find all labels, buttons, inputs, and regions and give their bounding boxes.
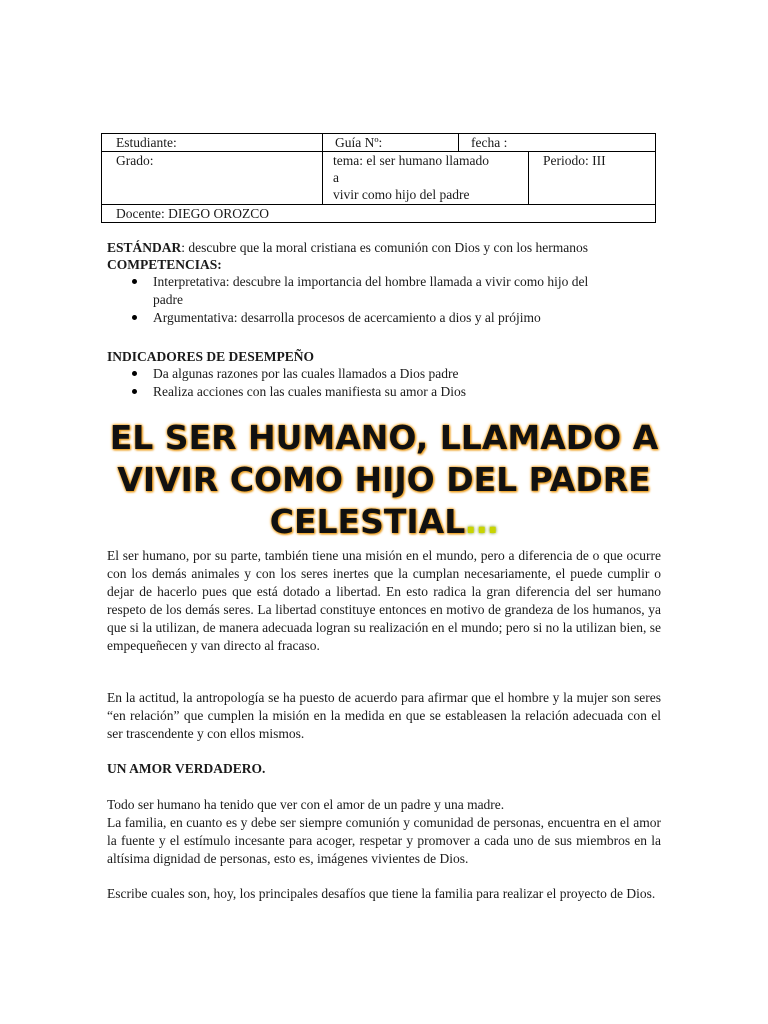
tema-cell (323, 152, 529, 205)
header-table (101, 133, 656, 223)
list-item: Realiza acciones con las cuales manifiesta su amor a Dios (107, 383, 667, 401)
paragraph-libertad: El ser humano, por su parte, también tiene una misión en el mundo, pero a diferencia de o que ocurre con los demás animales y con los seres inertes que la cumplan necesariamente, el puede cumplir o dejar de hacerlo pues que está dotado a libertad. En esto radica la gran diferencia del ser humano respeto de los demás seres. La libertad constituye entonces en motivo de grandeza de los humanos, ya que si la utilizan, de manera adecuada logran su realización en el mundo; pero si no la utilizan bien, se empequeñecen y van directo al fracaso. (107, 548, 661, 653)
tema-line-3: vivir como hijo del padre (333, 187, 470, 202)
indicadores-list (107, 365, 667, 401)
paragraph-antropologia: En la actitud, la antropología se ha puesto de acuerdo para afirmar que el hombre y la mujer son seres “en relación” que cumplen la misión en la medida en que se estableasen la relación adecuada con el ser trascendente y con ellos mismos. (107, 690, 661, 741)
estandar-section (107, 239, 667, 327)
list-item: Argumentativa: desarrolla procesos de acercamiento a dios y al prójimo (107, 309, 627, 327)
periodo-cell: Periodo: III (529, 152, 656, 205)
guia-cell: Guía Nº: (323, 134, 459, 152)
docente-cell: Docente: DIEGO OROZCO (102, 205, 656, 223)
estudiante-cell: Estudiante: (102, 134, 323, 152)
estandar-line (107, 239, 667, 256)
paragraph-familia-line-1: Todo ser humano ha tenido que ver con el amor de un padre y una madre. (107, 797, 505, 812)
grado-cell: Grado: (102, 152, 323, 205)
tema-line-1: tema: el ser humano llamado (333, 153, 489, 168)
tema-line-2: a (333, 170, 339, 185)
competencias-heading: COMPETENCIAS: (107, 257, 222, 272)
list-item: Interpretativa: descubre la importancia del hombre llamada a vivir como hijo del padre (107, 273, 627, 309)
main-title (84, 417, 684, 543)
title-line-3-text: CELESTIAL (269, 502, 466, 541)
title-line-3 (84, 501, 684, 543)
fecha-cell: fecha : (459, 134, 656, 152)
indicadores-heading: INDICADORES DE DESEMPEÑO (107, 349, 315, 364)
title-dots: … (465, 502, 499, 541)
estandar-text: : descubre que la moral cristiana es comunión con Dios y con los hermanos (181, 240, 589, 255)
paragraph-familia (107, 796, 661, 868)
amor-verdadero-heading: UN AMOR VERDADERO. (107, 761, 266, 776)
paragraph-desafios: Escribe cuales son, hoy, los principales desafíos que tiene la familia para realizar el proyecto de Dios. (107, 886, 656, 901)
title-line-2: VIVIR COMO HIJO DEL PADRE (117, 460, 651, 499)
paragraph-familia-body: La familia, en cuanto es y debe ser siempre comunión y comunidad de personas, encuentra en el amor la fuente y el estímulo incesante para acoger, respetar y promover a cada uno de sus miembros en la altísima dignidad de personas, esto es, imágenes vivientes de Dios. (107, 815, 661, 866)
competencias-list (107, 273, 627, 327)
list-item: Da algunas razones por las cuales llamados a Dios padre (107, 365, 667, 383)
indicadores-section (107, 348, 667, 401)
estandar-label: ESTÁNDAR (107, 240, 182, 255)
title-line-1: EL SER HUMANO, LLAMADO A (109, 418, 659, 457)
